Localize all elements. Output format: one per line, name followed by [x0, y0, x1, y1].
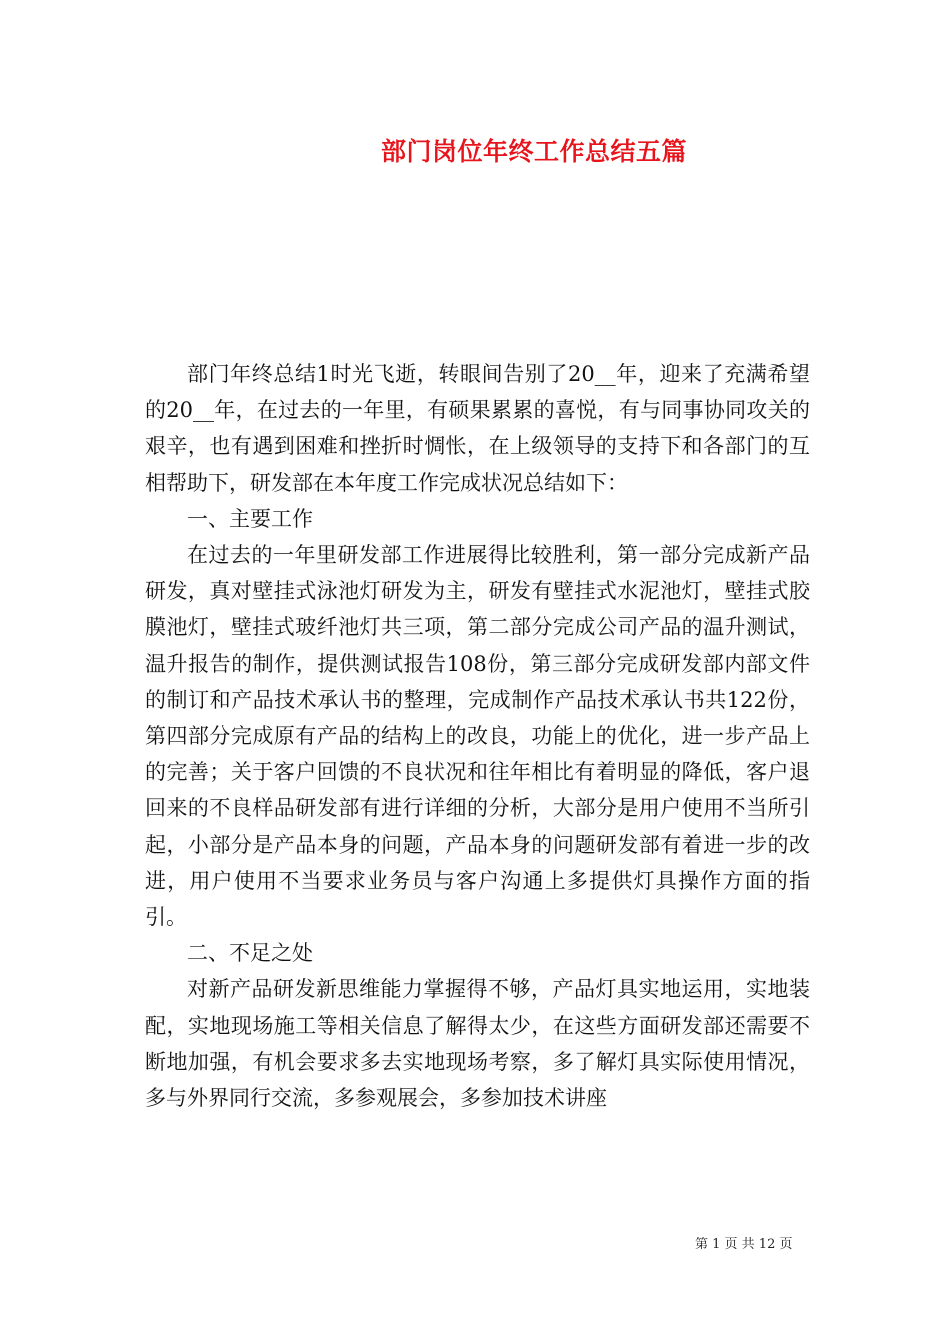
paragraph-intro: 部门年终总结1时光飞逝，转眼间告别了20__年，迎来了充满希望的20__年，在过去的一年里，有硕果累累的喜悦，有与同事协同攻关的艰辛，也有遇到困难和挫折时惆怅，在上级领导的支持下和各部门的互相帮助下，研发部在本年度工作完成状况总结如下： [145, 362, 810, 495]
page-number-footer: 第 1 页 共 12 页 [695, 1237, 793, 1252]
page-title: 部门岗位年终工作总结五篇 [380, 137, 687, 166]
paragraph-shortcomings: 对新产品研发新思维能力掌握得不够，产品灯具实地运用，实地装配，实地现场施工等相关信息了解得太少，在这些方面研发部还需要不断地加强，有机会要求多去实地现场考察，多了解灯具实际使用情况，多与外界同行交流，多参观展会，多参加技术讲座 [145, 977, 810, 1111]
heading-main-work: 一、主要工作 [187, 506, 313, 531]
heading-shortcomings: 二、不足之处 [187, 941, 313, 966]
paragraph-main-work: 在过去的一年里研发部工作进展得比较胜利，第一部分完成新产品研发，真对壁挂式泳池灯研发为主，研发有壁挂式水泥池灯，壁挂式胶膜池灯，壁挂式玻纤池灯共三项，第二部分完成公司产品的温升测试，温升报告的制作，提供测试报告108份，第三部分完成研发部内部文件的制订和产品技术承认书的整理，完成制作产品技术承认书共122份，第四部分完成原有产品的结构上的改良，功能上的优化，进一步产品上的完善；关于客户回馈的不良状况和往年相比有着明显的降低，客户退回来的不良样品研发部有进行详细的分析，大部分是用户使用不当所引起，小部分是产品本身的问题，产品本身的问题研发部有着进一步的改进，用户使用不当要求业务员与客户沟通上多提供灯具操作方面的指引。 [145, 543, 810, 930]
document-body [145, 356, 810, 1116]
